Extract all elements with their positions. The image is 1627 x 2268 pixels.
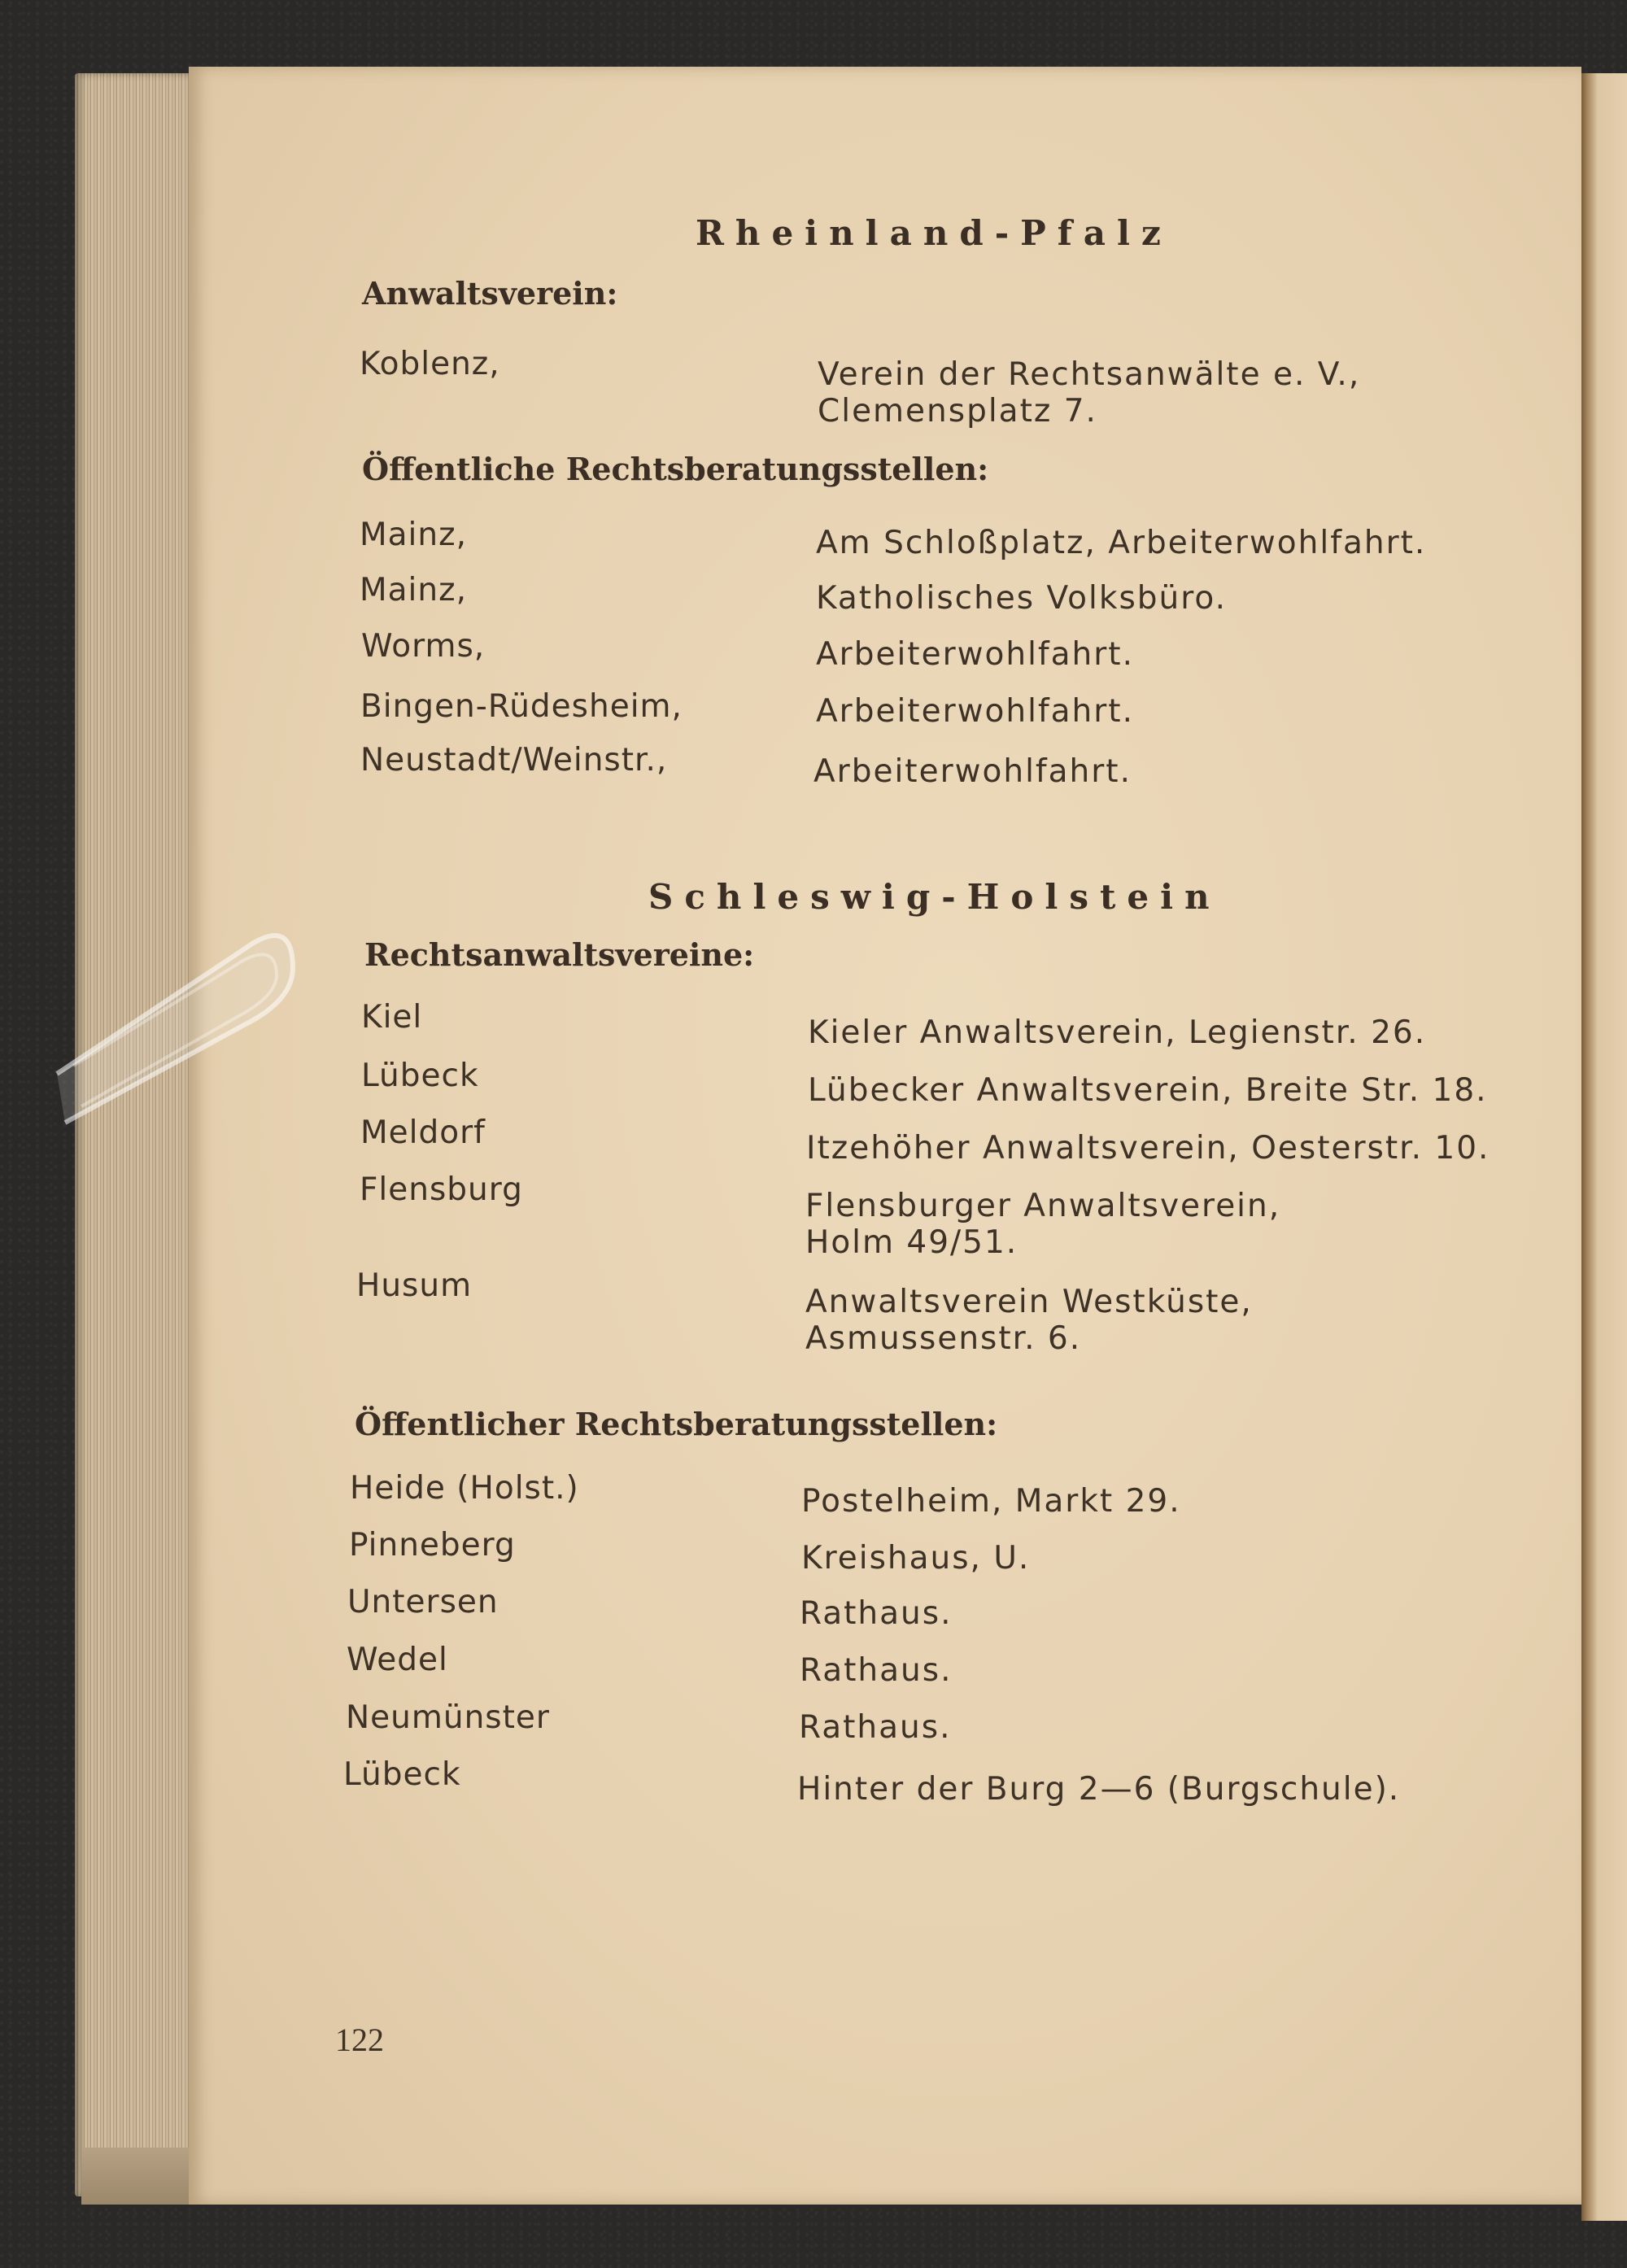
entry-description: Rathaus. xyxy=(800,1652,953,1689)
entry-description: Rathaus. xyxy=(800,1595,953,1632)
entry-description: Itzehöher Anwaltsverein, Oesterstr. 10. xyxy=(806,1130,1490,1167)
entry-description: Am Schloßplatz, Arbeiterwohlfahrt. xyxy=(816,525,1427,561)
entry-place: Mainz, xyxy=(360,517,467,553)
entry-description: Hinter der Burg 2—6 (Burgschule). xyxy=(797,1771,1401,1808)
entry-description-line: Holm 49/51. xyxy=(805,1224,1019,1261)
entry-description-line: Verein der Rechtsanwälte e. V., xyxy=(818,356,1361,393)
entry-description-line: Asmussenstr. 6. xyxy=(805,1320,1082,1357)
entry-place: Flensburg xyxy=(360,1171,523,1208)
entry-description: Arbeiterwohlfahrt. xyxy=(814,753,1132,790)
entry-description-line: Anwaltsverein Westküste, xyxy=(805,1284,1253,1320)
entry-place: Koblenz, xyxy=(360,346,500,382)
page-number: 122 xyxy=(335,2022,384,2058)
entry-place: Lübeck xyxy=(361,1058,479,1094)
section-heading-rechtsberatungsstellen: Öffentliche Rechtsberatungsstellen: xyxy=(362,451,989,487)
bookmark-clip-icon xyxy=(49,903,301,1147)
entry-place: Heide (Holst.) xyxy=(350,1470,579,1507)
entry-description: Lübecker Anwaltsverein, Breite Str. 18. xyxy=(808,1072,1488,1109)
entry-place: Mainz, xyxy=(360,572,467,608)
entry-description: Arbeiterwohlfahrt. xyxy=(816,636,1134,673)
entry-description: Kreishaus, U. xyxy=(801,1540,1031,1577)
entry-description xyxy=(805,1284,1253,1357)
entry-place: Kiel xyxy=(361,999,423,1036)
entry-place: Neustadt/Weinstr., xyxy=(360,742,668,779)
region-title-rheinland-pfalz: Rheinland-Pfalz xyxy=(696,213,1172,253)
entry-description-line: Flensburger Anwaltsverein, xyxy=(805,1188,1281,1224)
region-title-schleswig-holstein: Schleswig-Holstein xyxy=(648,877,1221,917)
entry-description: Kieler Anwaltsverein, Legienstr. 26. xyxy=(808,1014,1427,1051)
entry-description: Arbeiterwohlfahrt. xyxy=(816,693,1134,730)
section-heading-rechtsanwaltsvereine: Rechtsanwaltsvereine: xyxy=(364,936,755,973)
entry-place: Worms, xyxy=(361,628,486,665)
entry-place: Untersen xyxy=(347,1584,499,1620)
entry-description: Katholisches Volksbüro. xyxy=(816,580,1227,617)
entry-place: Lübeck xyxy=(343,1756,461,1793)
entry-description: Postelheim, Markt 29. xyxy=(801,1483,1181,1520)
entry-place: Husum xyxy=(356,1267,473,1304)
entry-place: Pinneberg xyxy=(349,1527,516,1564)
entry-place: Neumünster xyxy=(346,1699,550,1736)
entry-place: Wedel xyxy=(347,1642,448,1678)
entry-description: Rathaus. xyxy=(799,1709,952,1746)
entry-description xyxy=(818,356,1360,430)
entry-place: Bingen-Rüdesheim, xyxy=(360,688,683,725)
entry-description xyxy=(805,1188,1280,1261)
entry-place: Meldorf xyxy=(360,1114,486,1151)
section-heading-anwaltsverein: Anwaltsverein: xyxy=(362,275,618,312)
section-heading-rechtsberatungsstellen-sh: Öffentlicher Rechtsberatungsstellen: xyxy=(355,1406,998,1442)
entry-description-line: Clemensplatz 7. xyxy=(818,393,1097,430)
